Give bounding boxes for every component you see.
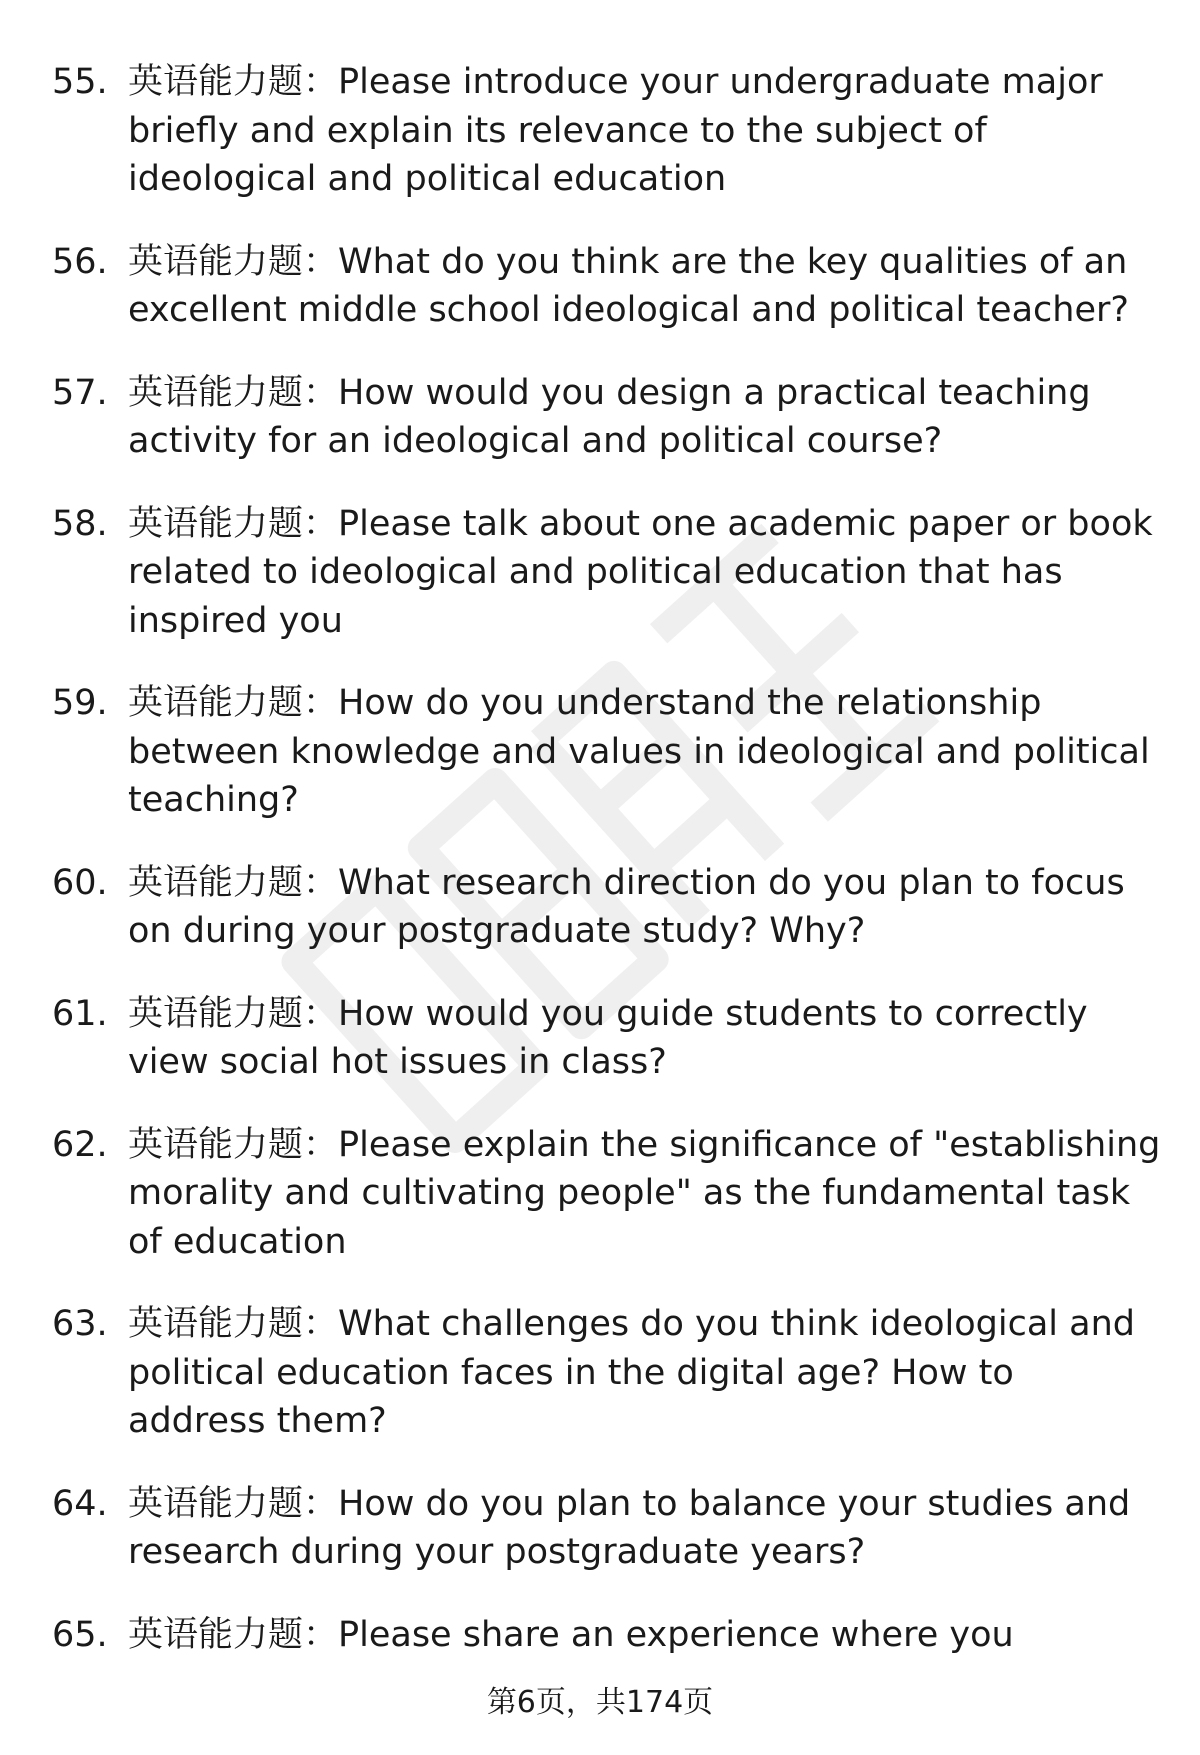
question-text: What challenges do you think ideological and political education faces in the digital age? How to address them? <box>128 1304 1136 1441</box>
question-item <box>52 1121 1162 1267</box>
question-item <box>52 1480 1162 1577</box>
question-number: 56. <box>52 241 108 282</box>
question-label: 英语能力题： <box>128 1304 339 1344</box>
question-number: 57. <box>52 372 108 413</box>
question-label: 英语能力题： <box>128 1124 339 1165</box>
question-content <box>128 1611 1162 1660</box>
page-indicator: 第6页，共174页 <box>486 1685 714 1720</box>
question-content <box>128 1480 1162 1577</box>
question-content <box>128 990 1162 1087</box>
question-text: Please talk about one academic paper or book related to ideological and political education that has inspired you <box>128 503 1153 641</box>
question-item <box>52 1611 1162 1660</box>
question-text: Please share an experience where you <box>338 1614 1014 1655</box>
question-content <box>128 1121 1162 1267</box>
question-text: What do you think are the key qualities of an excellent middle school ideological and political teacher? <box>128 241 1129 330</box>
question-item <box>52 58 1162 204</box>
question-content <box>128 369 1162 466</box>
question-item <box>52 369 1162 466</box>
question-text: How do you understand the relationship between knowledge and values in ideological and political teaching? <box>128 683 1150 820</box>
question-number: 60. <box>52 862 108 903</box>
question-number: 65. <box>52 1614 108 1655</box>
question-label: 英语能力题： <box>128 62 339 102</box>
question-label: 英语能力题： <box>128 241 339 282</box>
question-number: 64. <box>52 1483 108 1524</box>
question-label: 英语能力题： <box>128 862 339 903</box>
question-item <box>52 859 1162 956</box>
question-content <box>128 1300 1162 1446</box>
question-list <box>52 58 1162 1659</box>
question-content <box>128 859 1162 956</box>
question-label: 英语能力题： <box>128 683 339 723</box>
question-text: What research direction do you plan to focus on during your postgraduate study? Why? <box>128 862 1125 951</box>
question-text: How would you design a practical teaching activity for an ideological and political course? <box>128 372 1091 461</box>
question-content <box>128 500 1162 646</box>
question-label: 英语能力题： <box>128 503 339 544</box>
question-label: 英语能力题： <box>128 372 339 413</box>
question-item <box>52 238 1162 335</box>
question-number: 61. <box>52 993 108 1034</box>
question-number: 55. <box>52 62 108 102</box>
page-footer <box>0 1683 1200 1723</box>
question-item <box>52 500 1162 646</box>
question-label: 英语能力题： <box>128 1614 339 1655</box>
question-item <box>52 679 1162 825</box>
question-label: 英语能力题： <box>128 1483 339 1524</box>
question-number: 62. <box>52 1124 108 1165</box>
question-label: 英语能力题： <box>128 993 339 1034</box>
question-text: Please introduce your undergraduate major briefly and explain its relevance to the subject of ideological and political education <box>128 62 1103 199</box>
question-number: 63. <box>52 1304 108 1344</box>
question-content <box>128 58 1162 204</box>
question-item <box>52 990 1162 1087</box>
question-text: How would you guide students to correctly view social hot issues in class? <box>128 993 1088 1082</box>
question-item <box>52 1300 1162 1446</box>
question-content <box>128 679 1162 825</box>
question-content <box>128 238 1162 335</box>
question-number: 59. <box>52 683 108 723</box>
question-number: 58. <box>52 503 108 544</box>
question-text: How do you plan to balance your studies and research during your postgraduate years? <box>128 1483 1131 1572</box>
question-text: Please explain the significance of "establishing morality and cultivating people" as the fundamental task of education <box>128 1124 1161 1262</box>
